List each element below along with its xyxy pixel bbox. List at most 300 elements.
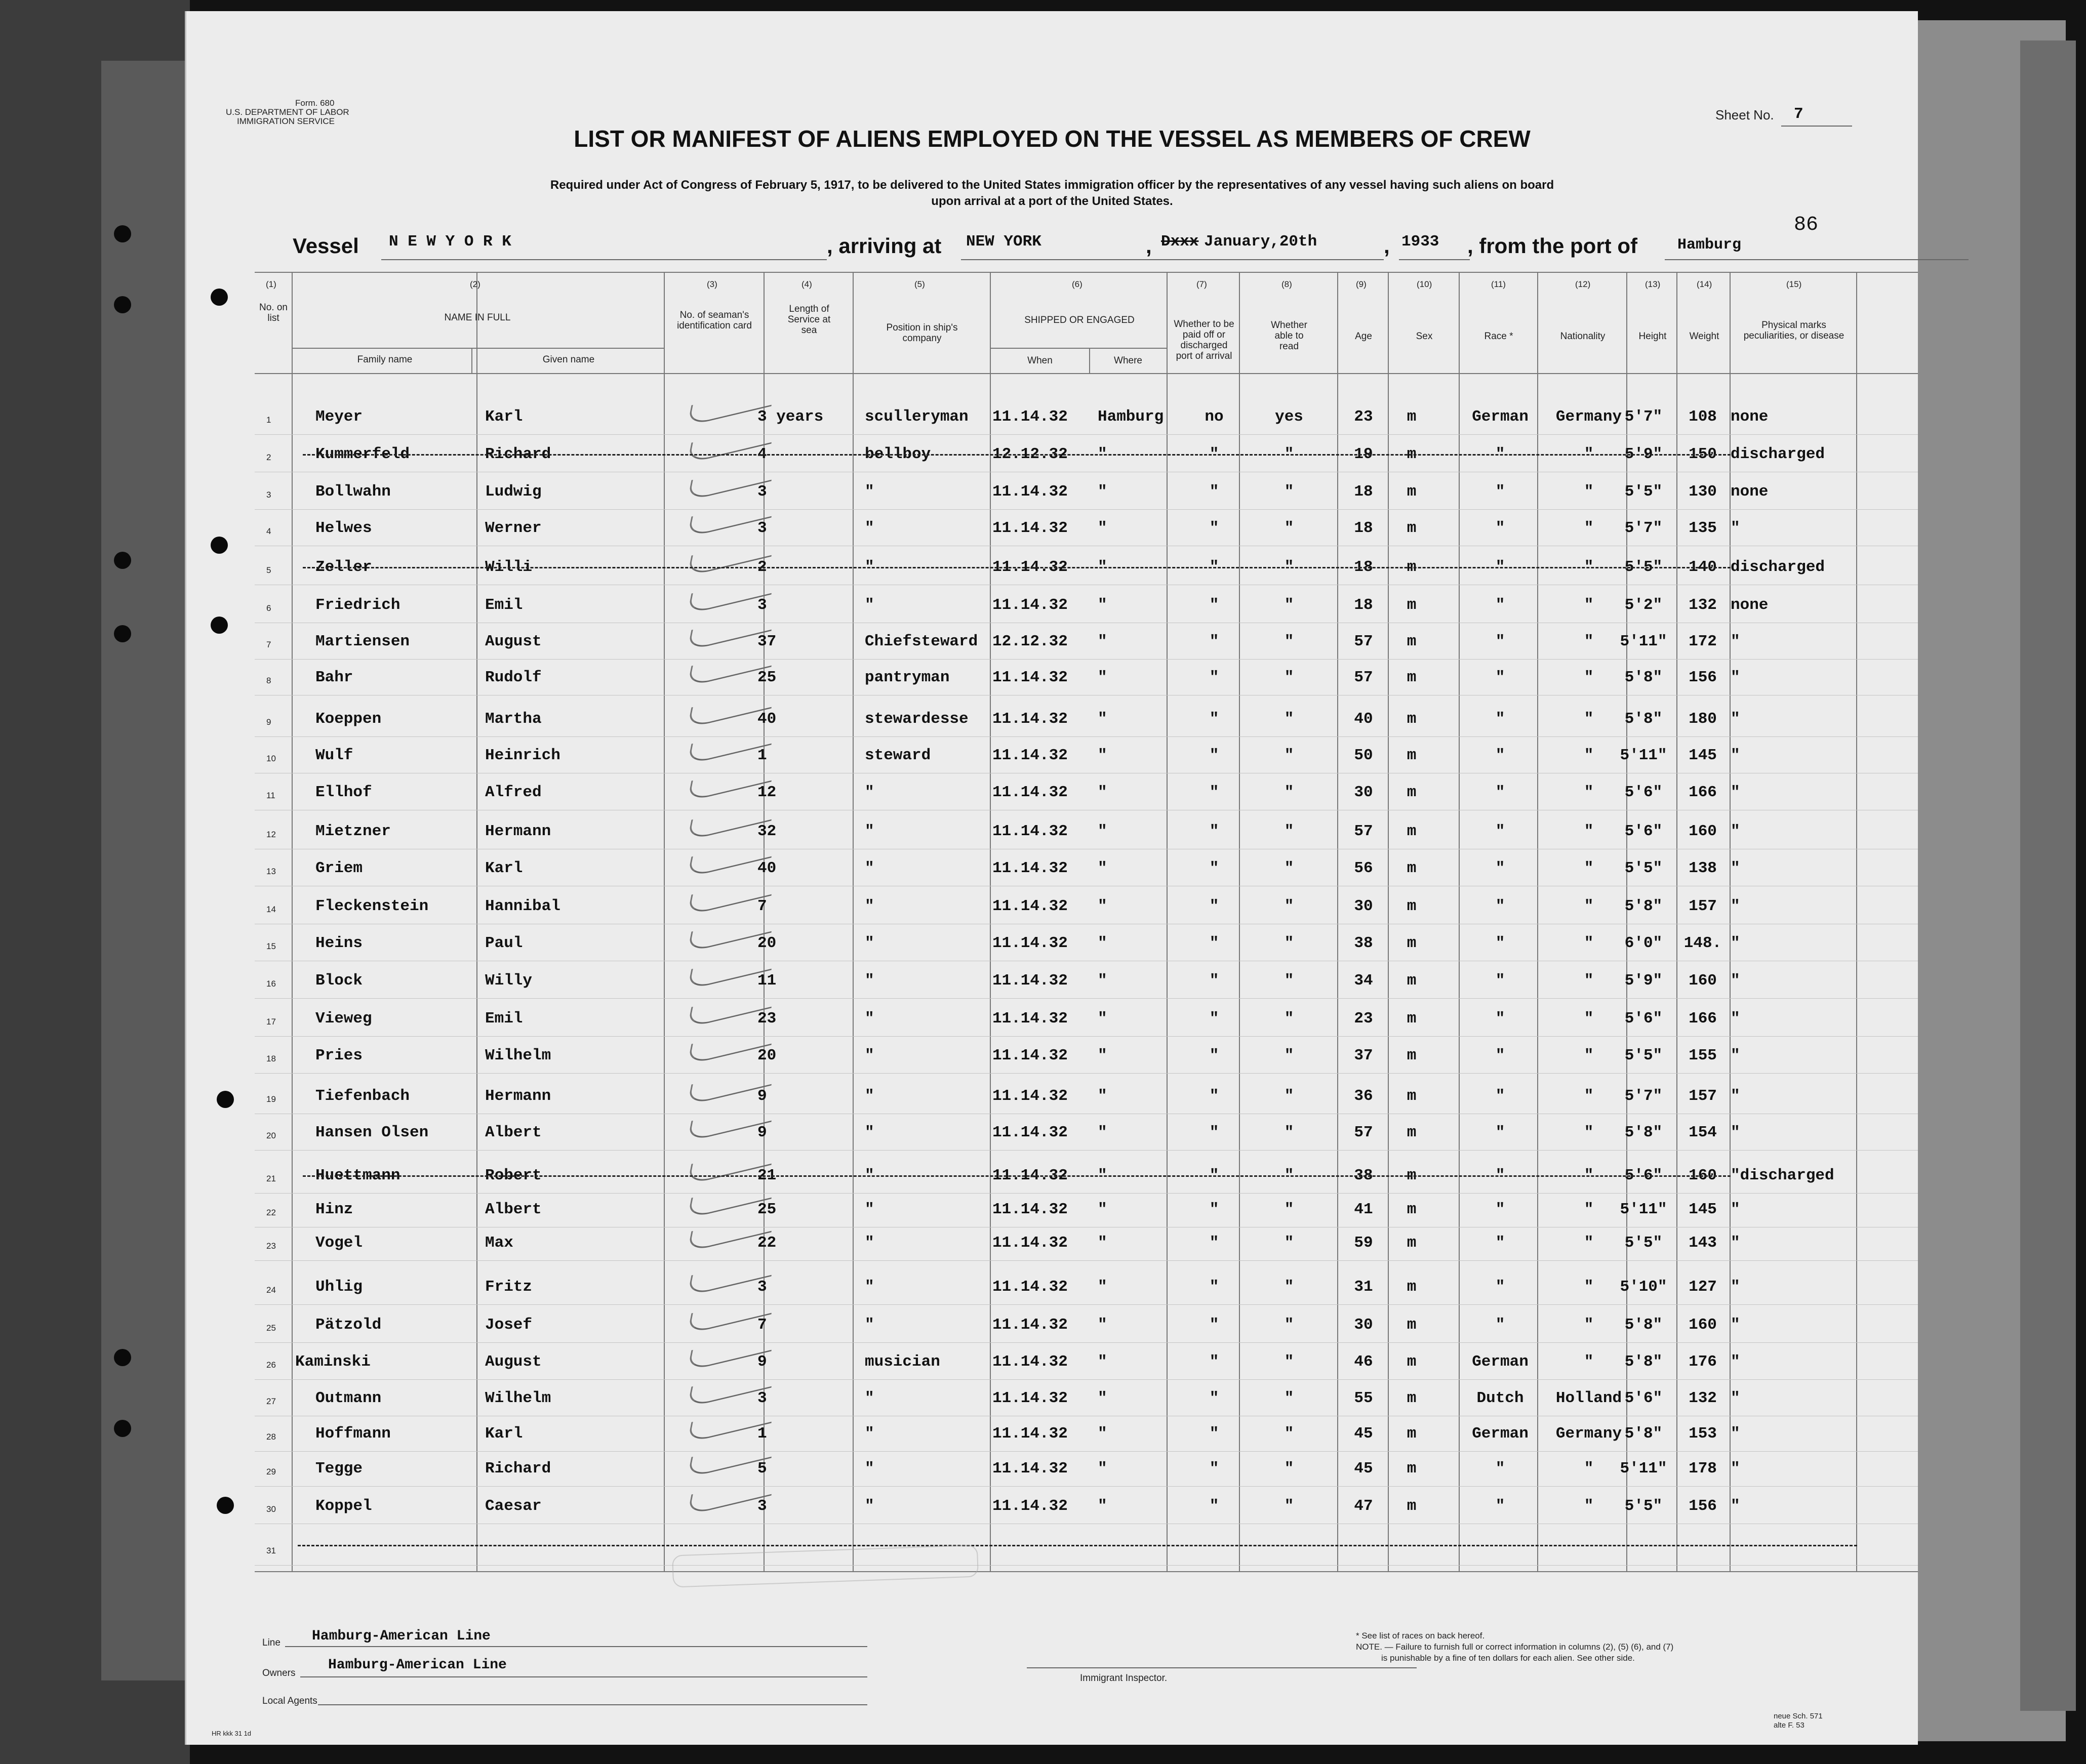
cell-read: " — [1284, 519, 1294, 537]
punch-hole — [114, 552, 131, 569]
cell-height: 5'5" — [1624, 483, 1663, 501]
header-id-card: No. of seaman's identification card — [677, 310, 752, 331]
cell-where: " — [1098, 972, 1107, 990]
cell-race: " — [1495, 859, 1505, 877]
cell-age: 36 — [1354, 1087, 1373, 1105]
cell-height: 5'5" — [1624, 859, 1663, 877]
row-number: 26 — [266, 1360, 276, 1370]
cell-where: " — [1098, 823, 1107, 840]
cell-paid: " — [1209, 1087, 1219, 1105]
column-number: (6) — [1072, 279, 1082, 289]
cell-given: August — [485, 1353, 542, 1371]
header-nationality: Nationality — [1560, 331, 1606, 342]
cell-height: 5'9" — [1624, 972, 1663, 990]
cell-weight: 150 — [1689, 445, 1717, 463]
cell-service: 1 — [757, 1425, 767, 1443]
cell-race: " — [1495, 1460, 1505, 1478]
row-rule — [255, 1565, 1918, 1566]
cell-paid: " — [1209, 972, 1219, 990]
cell-height: 5'8" — [1624, 1316, 1663, 1334]
cell-when: 11.14.32 — [992, 1047, 1068, 1064]
cell-when: 11.14.32 — [992, 897, 1068, 915]
table-border — [255, 1571, 1918, 1572]
cell-position: " — [865, 1087, 874, 1105]
cell-height: 5'11" — [1620, 747, 1667, 764]
row-number: 10 — [266, 754, 276, 763]
cell-read: " — [1284, 1047, 1294, 1064]
cell-position: " — [865, 1010, 874, 1028]
cell-family: Bollwahn — [315, 483, 391, 501]
cell-when: 11.14.32 — [992, 408, 1068, 426]
cell-when: 11.14.32 — [992, 1353, 1068, 1371]
cell-height: 5'8" — [1624, 1353, 1663, 1371]
cell-nationality: " — [1584, 897, 1594, 915]
strike-through-line — [303, 567, 1731, 570]
cell-position: musician — [865, 1353, 940, 1371]
cell-family: Zeller — [315, 558, 372, 576]
cell-sex: m — [1407, 1010, 1417, 1028]
cell-position: " — [865, 1497, 874, 1515]
header-position: Position in ship's company — [886, 322, 958, 344]
cell-age: 57 — [1354, 1124, 1373, 1141]
cell-sex: m — [1407, 859, 1417, 877]
cell-family: Heins — [315, 934, 363, 952]
fine-note-2: is punishable by a fine of ten dollars for each alien. See other side. — [1381, 1653, 1635, 1663]
cell-race: " — [1495, 596, 1505, 614]
cell-service: 25 — [757, 669, 777, 686]
cell-family: Kummerfeld — [315, 445, 410, 463]
cell-given: August — [485, 633, 542, 650]
cell-family: Martiensen — [315, 633, 410, 650]
cell-read: " — [1284, 1316, 1294, 1334]
column-divider — [1167, 272, 1168, 1571]
cell-nationality: " — [1584, 859, 1594, 877]
cell-nationality: Germany — [1555, 1425, 1622, 1443]
cell-service: 3 — [757, 596, 767, 614]
row-rule — [255, 659, 1918, 660]
cell-weight: 138 — [1689, 859, 1717, 877]
cell-age: 46 — [1354, 1353, 1373, 1371]
cell-sex: m — [1407, 1201, 1417, 1218]
cell-race: " — [1495, 747, 1505, 764]
cell-given: Emil — [485, 596, 523, 614]
cell-paid: " — [1209, 558, 1219, 576]
cell-race: Dutch — [1476, 1389, 1524, 1407]
cell-nationality: " — [1584, 1234, 1594, 1252]
cell-marks: " — [1731, 1010, 1740, 1028]
agents-label: Local Agents — [262, 1696, 317, 1706]
cell-read: " — [1284, 1460, 1294, 1478]
column-number: (4) — [801, 279, 812, 289]
cell-where: " — [1098, 1087, 1107, 1105]
column-number: (3) — [707, 279, 717, 289]
cell-sex: m — [1407, 1389, 1417, 1407]
cell-paid: " — [1209, 823, 1219, 840]
cell-paid: " — [1209, 1460, 1219, 1478]
cell-paid: " — [1209, 596, 1219, 614]
cell-age: 45 — [1354, 1425, 1373, 1443]
cell-age: 19 — [1354, 445, 1373, 463]
subtitle-line-1: Required under Act of Congress of February 5, 1917, to be delivered to the United States immigration officer by the representatives of any vessel having such aliens on board — [550, 178, 1554, 192]
cell-age: 56 — [1354, 859, 1373, 877]
cell-position: " — [865, 1278, 874, 1296]
cell-race: " — [1495, 633, 1505, 650]
cell-marks: " — [1731, 669, 1740, 686]
cell-service: 3 — [757, 1497, 767, 1515]
row-number: 1 — [266, 415, 271, 425]
cell-nationality: " — [1584, 710, 1594, 728]
column-divider — [476, 272, 477, 1571]
cell-where: " — [1098, 747, 1107, 764]
cell-where: " — [1098, 784, 1107, 801]
cell-read: " — [1284, 1201, 1294, 1218]
cell-read: " — [1284, 596, 1294, 614]
cell-marks: " — [1731, 519, 1740, 537]
cell-age: 45 — [1354, 1460, 1373, 1478]
cell-weight: 166 — [1689, 784, 1717, 801]
cell-race: " — [1495, 1010, 1505, 1028]
cell-sex: m — [1407, 1425, 1417, 1443]
manifest-sheet — [185, 11, 1918, 1745]
inspector-label: Immigrant Inspector. — [1080, 1673, 1168, 1684]
row-number: 21 — [266, 1174, 276, 1183]
cell-family: Bahr — [315, 669, 353, 686]
cell-read: yes — [1275, 408, 1303, 426]
cell-given: Albert — [485, 1201, 542, 1218]
cell-paid: " — [1209, 1389, 1219, 1407]
cell-sex: m — [1407, 934, 1417, 952]
vessel-label: Vessel — [293, 234, 359, 258]
cell-given: Hannibal — [485, 897, 560, 915]
subtitle-line-2: upon arrival at a port of the United States. — [931, 194, 1173, 208]
cell-weight: 153 — [1689, 1425, 1717, 1443]
cell-race: " — [1495, 1047, 1505, 1064]
cell-family: Uhlig — [315, 1278, 363, 1296]
column-number: (11) — [1491, 279, 1506, 289]
cell-weight: 135 — [1689, 519, 1717, 537]
row-number: 8 — [266, 676, 271, 685]
cell-nationality: " — [1584, 1201, 1594, 1218]
cell-sex: m — [1407, 823, 1417, 840]
cell-marks: discharged — [1731, 558, 1825, 576]
cell-height: 5'7" — [1624, 1087, 1663, 1105]
cell-where: " — [1098, 1497, 1107, 1515]
cell-sex: m — [1407, 1167, 1417, 1184]
cell-sex: m — [1407, 972, 1417, 990]
header-race: Race * — [1484, 331, 1513, 342]
cell-read: " — [1284, 972, 1294, 990]
cell-family: Outmann — [315, 1389, 382, 1407]
column-divider — [1626, 272, 1627, 1571]
cell-where: " — [1098, 1460, 1107, 1478]
cell-sex: m — [1407, 519, 1417, 537]
cell-where: " — [1098, 1389, 1107, 1407]
cell-marks: " — [1731, 1497, 1740, 1515]
cell-where: " — [1098, 669, 1107, 686]
cell-race: German — [1472, 1425, 1529, 1443]
cell-position: " — [865, 1201, 874, 1218]
header-no-on-list: No. on list — [259, 302, 288, 323]
cell-service: 21 — [757, 1167, 777, 1184]
column-divider — [1730, 272, 1731, 1571]
cell-read: " — [1284, 1353, 1294, 1371]
row-number: 9 — [266, 717, 271, 727]
cell-race: " — [1495, 519, 1505, 537]
arriving-label: , arriving at — [827, 234, 942, 258]
column-number: (12) — [1575, 279, 1591, 289]
cell-weight: 178 — [1689, 1460, 1717, 1478]
cell-marks: " — [1731, 1201, 1740, 1218]
cell-when: 11.14.32 — [992, 1460, 1068, 1478]
cell-sex: m — [1407, 669, 1417, 686]
cell-position: " — [865, 1234, 874, 1252]
cell-marks: " — [1731, 1425, 1740, 1443]
cell-height: 5'9" — [1624, 445, 1663, 463]
cell-weight: 166 — [1689, 1010, 1717, 1028]
cell-read: " — [1284, 1425, 1294, 1443]
cell-sex: m — [1407, 1278, 1417, 1296]
cell-service: 3 — [757, 1389, 767, 1407]
cell-where: " — [1098, 633, 1107, 650]
cell-race: " — [1495, 784, 1505, 801]
cell-nationality: " — [1584, 519, 1594, 537]
cell-given: Hermann — [485, 1087, 551, 1105]
cell-position: " — [865, 972, 874, 990]
cell-given: Robert — [485, 1167, 542, 1184]
cell-race: " — [1495, 1167, 1505, 1184]
from-label: , from the port of — [1467, 234, 1637, 258]
cell-paid: " — [1209, 897, 1219, 915]
cell-when: 11.14.32 — [992, 972, 1068, 990]
cell-nationality: " — [1584, 784, 1594, 801]
strike-through-line — [303, 454, 1731, 457]
cell-given: Heinrich — [485, 747, 560, 764]
cell-position: " — [865, 1460, 874, 1478]
cell-nationality: " — [1584, 1010, 1594, 1028]
cell-sex: m — [1407, 483, 1417, 501]
cell-family: Block — [315, 972, 363, 990]
cell-read: " — [1284, 633, 1294, 650]
cell-when: 11.14.32 — [992, 1278, 1068, 1296]
cell-age: 18 — [1354, 519, 1373, 537]
cell-weight: 156 — [1689, 1497, 1717, 1515]
sheet-number: 7 — [1794, 105, 1803, 123]
cell-paid: " — [1209, 1010, 1219, 1028]
cell-race: " — [1495, 1278, 1505, 1296]
cell-height: 5'10" — [1620, 1278, 1667, 1296]
row-number: 23 — [266, 1241, 276, 1251]
cell-family: Tiefenbach — [315, 1087, 410, 1105]
cell-where: " — [1098, 1425, 1107, 1443]
cell-when: 11.14.32 — [992, 784, 1068, 801]
cell-paid: no — [1205, 408, 1224, 426]
column-divider — [1856, 272, 1857, 1571]
cell-service: 25 — [757, 1201, 777, 1218]
cell-family: Tegge — [315, 1460, 363, 1478]
cell-where: " — [1098, 1353, 1107, 1371]
cell-given: Willy — [485, 972, 533, 990]
row-number: 30 — [266, 1504, 276, 1514]
cell-given: Karl — [485, 408, 523, 426]
subheader-divider — [471, 348, 472, 373]
header-name-in-full: NAME IN FULL — [444, 312, 511, 323]
cell-when: 11.14.32 — [992, 823, 1068, 840]
cell-marks: none — [1731, 483, 1769, 501]
cell-family: Koeppen — [315, 710, 382, 728]
cell-nationality: " — [1584, 558, 1594, 576]
cell-position: " — [865, 558, 874, 576]
cell-weight: 130 — [1689, 483, 1717, 501]
cell-when: 11.14.32 — [992, 558, 1068, 576]
cell-where: " — [1098, 934, 1107, 952]
column-number: (8) — [1281, 279, 1292, 289]
cell-race: " — [1495, 669, 1505, 686]
cell-given: Richard — [485, 445, 551, 463]
subheader-divider — [293, 348, 665, 349]
cell-nationality: " — [1584, 483, 1594, 501]
cell-height: 5'5" — [1624, 1234, 1663, 1252]
form-department: U.S. DEPARTMENT OF LABOR — [226, 107, 349, 117]
cell-marks: " — [1731, 859, 1740, 877]
cell-read: " — [1284, 1389, 1294, 1407]
cell-family: Griem — [315, 859, 363, 877]
cell-given: Hermann — [485, 823, 551, 840]
cell-nationality: " — [1584, 1316, 1594, 1334]
owners-value: Hamburg-American Line — [328, 1657, 507, 1673]
cell-sex: m — [1407, 633, 1417, 650]
row-number: 25 — [266, 1323, 276, 1333]
column-divider — [1537, 272, 1538, 1571]
cell-when: 11.14.32 — [992, 1124, 1068, 1141]
cell-age: 37 — [1354, 1047, 1373, 1064]
cell-where: " — [1098, 445, 1107, 463]
row-rule — [255, 736, 1918, 737]
row-number: 31 — [266, 1546, 276, 1555]
cell-paid: " — [1209, 747, 1219, 764]
cell-read: " — [1284, 1234, 1294, 1252]
cell-weight: 145 — [1689, 747, 1717, 764]
cell-age: 23 — [1354, 1010, 1373, 1028]
cell-nationality: " — [1584, 823, 1594, 840]
cell-paid: " — [1209, 483, 1219, 501]
cell-race: " — [1495, 897, 1505, 915]
cell-position: steward — [865, 747, 931, 764]
cell-where: " — [1098, 1047, 1107, 1064]
cell-marks: "discharged — [1731, 1167, 1834, 1184]
row-rule — [255, 1451, 1918, 1452]
cell-read: " — [1284, 859, 1294, 877]
cell-where: Hamburg — [1098, 408, 1164, 426]
cell-marks: " — [1731, 784, 1740, 801]
cell-marks: " — [1731, 897, 1740, 915]
header-able-to-read: Whether able to read — [1271, 320, 1307, 352]
cell-race: " — [1495, 972, 1505, 990]
punch-hole — [114, 1420, 131, 1437]
column-divider — [292, 272, 293, 1571]
cell-sex: m — [1407, 1047, 1417, 1064]
cell-nationality: " — [1584, 1353, 1594, 1371]
line-underline — [285, 1646, 867, 1647]
cell-paid: " — [1209, 633, 1219, 650]
row-rule — [255, 1486, 1918, 1487]
header-family-name: Family name — [357, 354, 413, 365]
cell-paid: " — [1209, 710, 1219, 728]
punch-hole — [114, 1349, 131, 1366]
cell-paid: " — [1209, 934, 1219, 952]
cell-age: 50 — [1354, 747, 1373, 764]
cell-family: Pätzold — [315, 1316, 382, 1334]
cell-race: " — [1495, 823, 1505, 840]
cell-height: 5'7" — [1624, 408, 1663, 426]
cell-given: Wilhelm — [485, 1389, 551, 1407]
column-number: (13) — [1645, 279, 1661, 289]
cell-position: " — [865, 784, 874, 801]
cell-marks: " — [1731, 1389, 1740, 1407]
cell-nationality: " — [1584, 445, 1594, 463]
cell-race: " — [1495, 934, 1505, 952]
cell-position: stewardesse — [865, 710, 969, 728]
cell-paid: " — [1209, 859, 1219, 877]
cell-family: Ellhof — [315, 784, 372, 801]
cell-marks: " — [1731, 1460, 1740, 1478]
page-title: LIST OR MANIFEST OF ALIENS EMPLOYED ON THE VESSEL AS MEMBERS OF CREW — [574, 126, 1531, 152]
cell-paid: " — [1209, 1425, 1219, 1443]
agents-underline — [318, 1704, 867, 1705]
header-physical-marks: Physical marks peculiarities, or disease — [1743, 320, 1844, 341]
cell-marks: " — [1731, 1047, 1740, 1064]
cell-nationality: " — [1584, 669, 1594, 686]
header-paid-off: Whether to be paid off or discharged port of arrival — [1174, 319, 1234, 361]
header-height: Height — [1638, 331, 1667, 342]
cell-when: 11.14.32 — [992, 669, 1068, 686]
cell-nationality: " — [1584, 633, 1594, 650]
crew-table — [186, 11, 1918, 1745]
owners-underline — [300, 1676, 867, 1677]
cell-marks: " — [1731, 1087, 1740, 1105]
row-number: 5 — [266, 565, 271, 575]
cell-service: 40 — [757, 859, 777, 877]
cell-service: 3 — [757, 1278, 767, 1296]
column-number: (7) — [1196, 279, 1207, 289]
cell-position: " — [865, 1124, 874, 1141]
cell-marks: " — [1731, 1124, 1740, 1141]
cell-where: " — [1098, 710, 1107, 728]
cell-where: " — [1098, 859, 1107, 877]
row-rule — [255, 1260, 1918, 1261]
cell-family: Meyer — [315, 408, 363, 426]
cell-read: " — [1284, 1497, 1294, 1515]
row-rule — [255, 1073, 1918, 1074]
cell-service: 12 — [757, 784, 777, 801]
strike-through-line — [303, 1175, 1731, 1178]
cell-age: 30 — [1354, 897, 1373, 915]
cell-given: Martha — [485, 710, 542, 728]
cell-race: " — [1495, 483, 1505, 501]
row-number: 3 — [266, 490, 271, 500]
cell-family: Koppel — [315, 1497, 372, 1515]
cell-position: " — [865, 483, 874, 501]
cell-service: 22 — [757, 1234, 777, 1252]
cell-age: 30 — [1354, 1316, 1373, 1334]
cell-when: 11.14.32 — [992, 1497, 1068, 1515]
row-number: 4 — [266, 526, 271, 536]
cell-when: 11.14.32 — [992, 1201, 1068, 1218]
owners-label: Owners — [262, 1668, 296, 1678]
comma: , — [1146, 234, 1152, 258]
column-divider — [1676, 272, 1677, 1571]
cell-read: " — [1284, 1124, 1294, 1141]
cell-height: 5'11" — [1620, 1460, 1667, 1478]
